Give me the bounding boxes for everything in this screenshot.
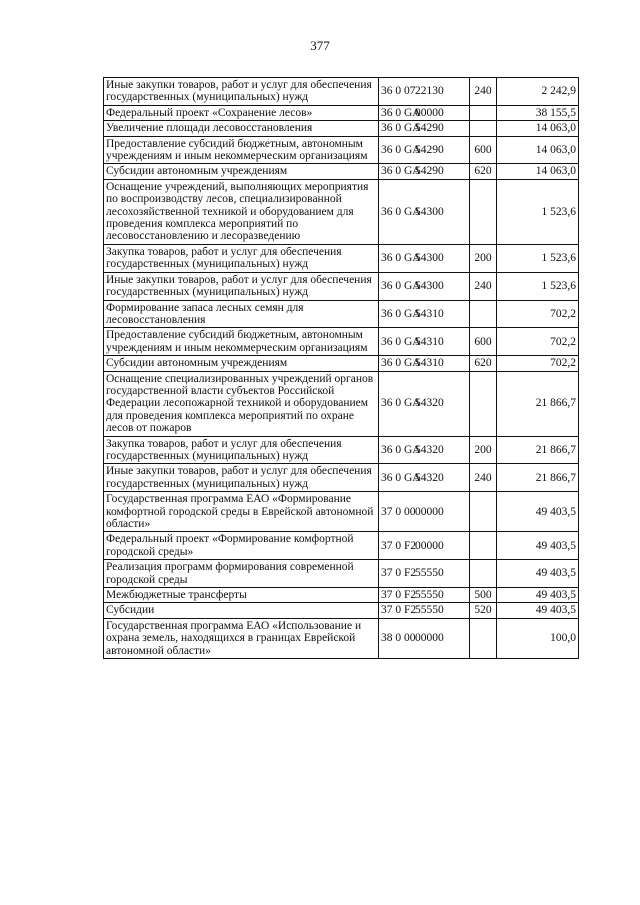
row-name: Государственная программа ЕАО «Формирование комфортной городской среды в Еврейской автономной области» [104, 492, 379, 532]
page-number: 377 [310, 38, 330, 53]
row-code-program: 36 0 GA [381, 307, 421, 320]
row-code [379, 78, 470, 106]
row-code-direction: 00000 [415, 632, 444, 645]
row-code-program: 36 0 GA [381, 252, 421, 265]
row-expense-type [470, 121, 497, 136]
row-expense-type: 600 [470, 328, 497, 356]
row-code [379, 179, 470, 244]
row-amount: 38 155,5 [497, 105, 579, 120]
row-amount: 1 523,6 [497, 272, 579, 300]
row-code [379, 492, 470, 532]
row-name: Иные закупки товаров, работ и услуг для обеспечения государственных (муниципальных) нужд [104, 272, 379, 300]
row-expense-type: 200 [470, 436, 497, 464]
row-name: Увеличение площади лесовосстановления [104, 121, 379, 136]
table-row [104, 105, 579, 120]
row-code-program: 36 0 GA [381, 357, 421, 370]
row-name: Оснащение специализированных учреждений органов государственной власти субъектов Российской Федерации лесопожарной техникой и оборудованием для проведения комплекса мероприятий по охране лесов от пожаров [104, 371, 379, 436]
row-code-direction: 54320 [415, 443, 444, 456]
row-code-direction: 54320 [415, 397, 444, 410]
row-code-program: 36 0 GA [381, 335, 421, 348]
table-row [104, 272, 579, 300]
row-name: Субсидии автономным учреждениям [104, 356, 379, 371]
row-expense-type [470, 560, 497, 588]
row-name: Субсидии автономным учреждениям [104, 164, 379, 179]
row-expense-type: 620 [470, 164, 497, 179]
row-code-direction: 54320 [415, 471, 444, 484]
row-code [379, 328, 470, 356]
row-code [379, 618, 470, 658]
row-code-program: 36 0 GA [381, 165, 421, 178]
row-code-direction: 54300 [415, 279, 444, 292]
row-expense-type [470, 105, 497, 120]
row-name: Федеральный проект «Сохранение лесов» [104, 105, 379, 120]
row-code-direction: 54310 [415, 335, 444, 348]
row-name: Государственная программа ЕАО «Использование и охрана земель, находящихся в границах Еврейской автономной области» [104, 618, 379, 658]
row-name: Федеральный проект «Формирование комфортной городской среды» [104, 532, 379, 560]
row-code-program: 36 0 GA [381, 279, 421, 292]
row-code-direction: 54290 [415, 143, 444, 156]
row-code [379, 371, 470, 436]
row-amount: 100,0 [497, 618, 579, 658]
row-code-direction: 00000 [415, 539, 444, 552]
row-name: Субсидии [104, 603, 379, 618]
row-code [379, 464, 470, 492]
row-code-direction: 54300 [415, 205, 444, 218]
row-code-program: 38 0 00 [381, 632, 416, 645]
row-expense-type [470, 371, 497, 436]
row-code-direction: 55550 [415, 567, 444, 580]
row-amount: 1 523,6 [497, 179, 579, 244]
row-code-program: 37 0 F2 [381, 604, 417, 617]
row-expense-type: 240 [470, 272, 497, 300]
row-amount: 14 063,0 [497, 121, 579, 136]
row-name: Закупка товаров, работ и услуг для обеспечения государственных (муниципальных) нужд [104, 436, 379, 464]
row-code-program: 36 0 07 [381, 85, 416, 98]
table-row [104, 436, 579, 464]
row-amount: 21 866,7 [497, 436, 579, 464]
row-name: Иные закупки товаров, работ и услуг для обеспечения государственных (муниципальных) нужд [104, 78, 379, 106]
row-code-program: 37 0 F2 [381, 567, 417, 580]
row-code [379, 244, 470, 272]
table-row [104, 164, 579, 179]
table-row [104, 618, 579, 658]
row-expense-type [470, 532, 497, 560]
row-expense-type: 240 [470, 78, 497, 106]
table-row [104, 532, 579, 560]
row-code-direction: 54300 [415, 252, 444, 265]
row-code-direction: 55550 [415, 604, 444, 617]
row-amount: 702,2 [497, 356, 579, 371]
row-amount: 49 403,5 [497, 560, 579, 588]
row-code-direction: 54290 [415, 165, 444, 178]
table-row [104, 492, 579, 532]
row-code-program: 36 0 GA [381, 471, 421, 484]
row-code-program: 37 0 F2 [381, 589, 417, 602]
row-code [379, 272, 470, 300]
row-code [379, 300, 470, 328]
row-code-program: 37 0 F2 [381, 539, 417, 552]
row-expense-type: 240 [470, 464, 497, 492]
row-amount: 49 403,5 [497, 492, 579, 532]
row-code [379, 532, 470, 560]
row-code-program: 36 0 GA [381, 122, 421, 135]
table-row [104, 300, 579, 328]
row-code [379, 588, 470, 603]
row-name: Реализация программ формирования современной городской среды [104, 560, 379, 588]
row-amount: 49 403,5 [497, 532, 579, 560]
row-code [379, 105, 470, 120]
table-row [104, 560, 579, 588]
row-expense-type [470, 300, 497, 328]
table-row [104, 588, 579, 603]
row-amount: 14 063,0 [497, 136, 579, 164]
row-code [379, 603, 470, 618]
row-amount: 1 523,6 [497, 244, 579, 272]
row-amount: 21 866,7 [497, 464, 579, 492]
row-expense-type: 520 [470, 603, 497, 618]
row-code [379, 164, 470, 179]
row-amount: 702,2 [497, 328, 579, 356]
table-row [104, 328, 579, 356]
table-row [104, 136, 579, 164]
row-code-direction: 54290 [415, 122, 444, 135]
table-row [104, 356, 579, 371]
row-amount: 49 403,5 [497, 603, 579, 618]
row-expense-type [470, 179, 497, 244]
table-row [104, 371, 579, 436]
row-expense-type: 620 [470, 356, 497, 371]
budget-table-body [104, 78, 579, 659]
row-code-direction: 22130 [415, 85, 444, 98]
row-code-program: 36 0 GA [381, 143, 421, 156]
row-code-program: 36 0 GA [381, 397, 421, 410]
row-name: Предоставление субсидий бюджетным, автономным учреждениям и иным некоммерческим организациям [104, 136, 379, 164]
table-row [104, 78, 579, 106]
table-row [104, 244, 579, 272]
table-row [104, 179, 579, 244]
row-code-direction: 00000 [415, 505, 444, 518]
row-amount: 2 242,9 [497, 78, 579, 106]
row-name: Иные закупки товаров, работ и услуг для обеспечения государственных (муниципальных) нужд [104, 464, 379, 492]
row-name: Закупка товаров, работ и услуг для обеспечения государственных (муниципальных) нужд [104, 244, 379, 272]
row-expense-type [470, 492, 497, 532]
row-amount: 49 403,5 [497, 588, 579, 603]
row-name: Предоставление субсидий бюджетным, автономным учреждениям и иным некоммерческим организациям [104, 328, 379, 356]
table-row [104, 464, 579, 492]
row-name: Формирование запаса лесных семян для лесовосстановления [104, 300, 379, 328]
row-code-program: 37 0 00 [381, 505, 416, 518]
row-code [379, 560, 470, 588]
row-code [379, 356, 470, 371]
row-code-direction: 54310 [415, 357, 444, 370]
row-code [379, 436, 470, 464]
row-code [379, 136, 470, 164]
row-expense-type: 200 [470, 244, 497, 272]
row-expense-type [470, 618, 497, 658]
table-row [104, 121, 579, 136]
row-amount: 702,2 [497, 300, 579, 328]
row-code-direction: 55550 [415, 589, 444, 602]
row-code-program: 36 0 GA [381, 205, 421, 218]
row-code-program: 36 0 GA [381, 106, 421, 119]
budget-table [103, 77, 579, 659]
row-code-program: 36 0 GA [381, 443, 421, 456]
row-amount: 21 866,7 [497, 371, 579, 436]
row-code-direction: 54310 [415, 307, 444, 320]
row-code-direction: 00000 [415, 106, 444, 119]
row-code [379, 121, 470, 136]
table-row [104, 603, 579, 618]
row-expense-type: 500 [470, 588, 497, 603]
row-expense-type: 600 [470, 136, 497, 164]
row-amount: 14 063,0 [497, 164, 579, 179]
row-name: Оснащение учреждений, выполняющих мероприятия по воспроизводству лесов, специализированной лесохозяйственной техникой и оборудованием для проведения комплекса мероприятий по лесовосстановлению и лесоразведению [104, 179, 379, 244]
row-name: Межбюджетные трансферты [104, 588, 379, 603]
